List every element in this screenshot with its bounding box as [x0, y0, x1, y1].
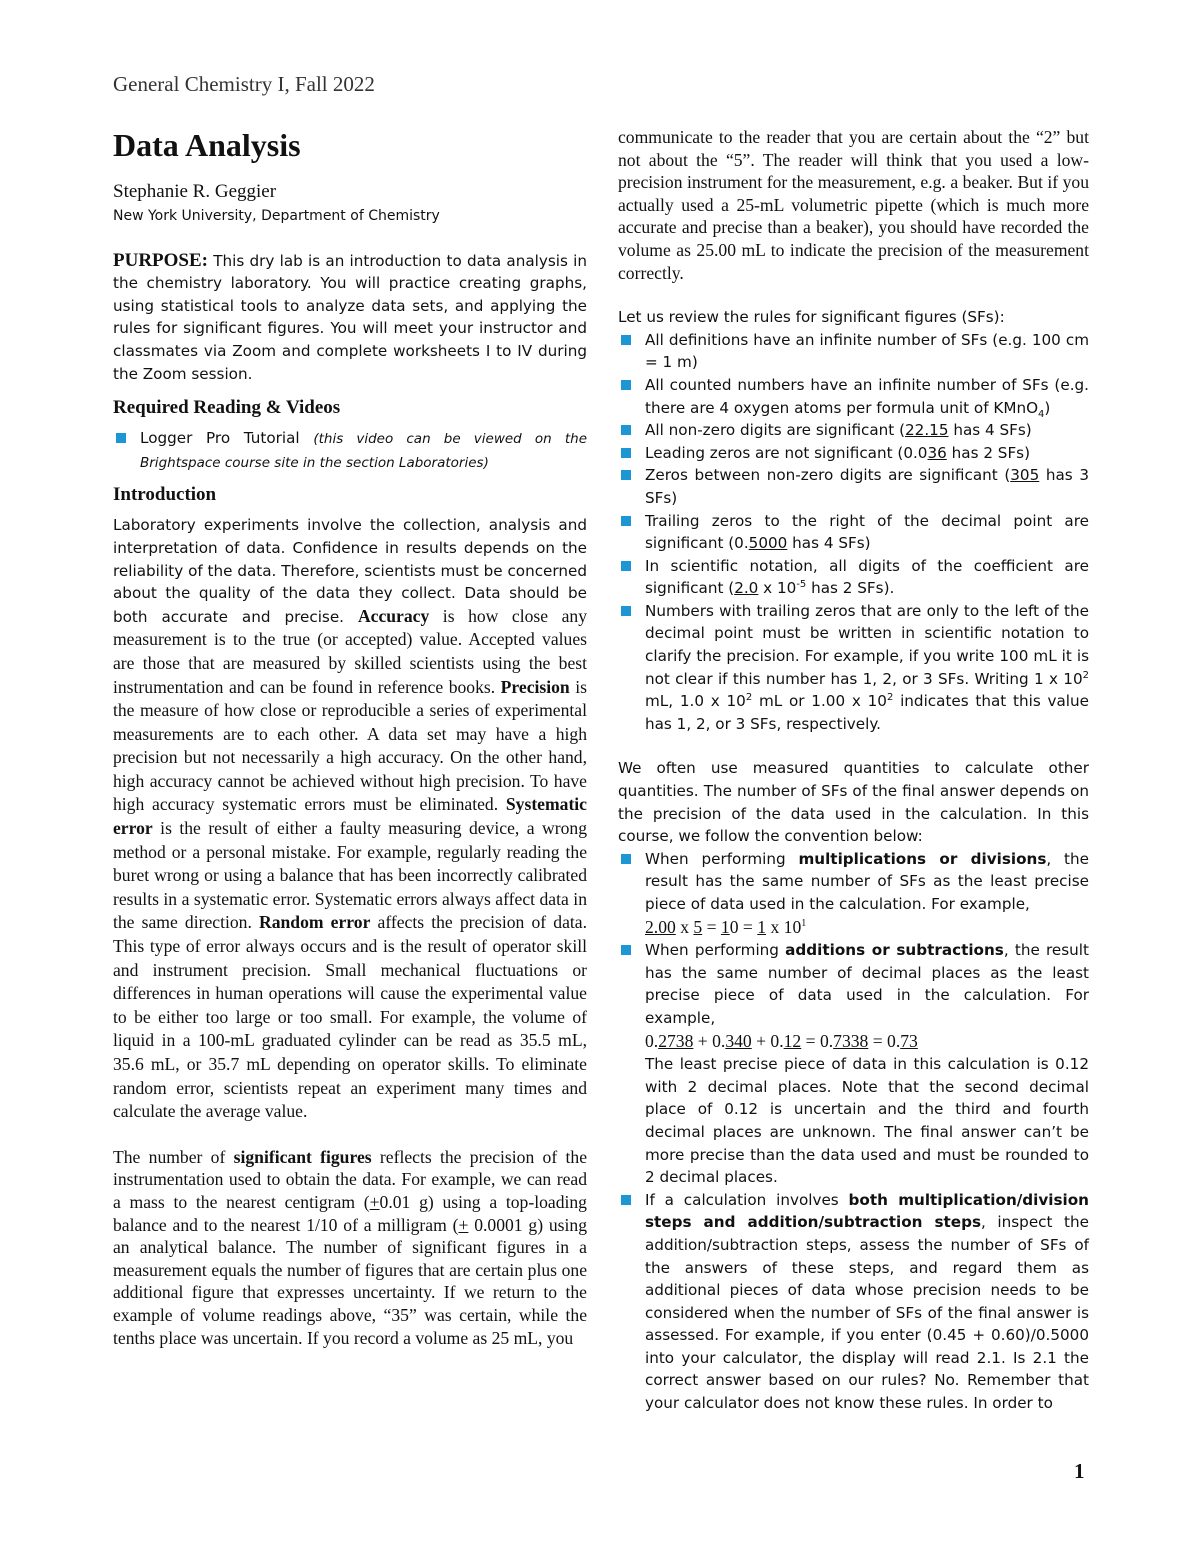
underlined-digits: 36: [927, 443, 947, 462]
calc-rule-item: [618, 848, 1089, 939]
square-bullet-icon: [621, 425, 631, 435]
superscript: 2: [1082, 669, 1089, 681]
superscript: 1: [801, 917, 807, 929]
calc-text: 0.: [645, 1030, 659, 1051]
underlined-digits: 22.15: [905, 421, 949, 440]
intro-text: affects the precision of data. This type of error always occurs and is the result of operator skill and instrument precision. Small mechanical fluctuations or differences in human operations will cause the experimental value to be either too large or too small. For example, the volume of liquid in a 100-mL graduated cylinder can be read as 35.5 mL, 35.6 mL, or 35.7 mL depending on operator skills. To eliminate random error, scientists repeat an experiment many times and calculate the average value.: [113, 912, 587, 1122]
purpose-text: This dry lab is an introduction to data analysis in the chemistry laboratory. You will practice creating graphs, using statistical tools to analyze data sets, and applying the rules for significant figures. You will meet your instructor and classmates via Zoom and complete worksheets I to IV during the Zoom session.: [113, 251, 587, 383]
underlined-digits: 73: [900, 1030, 918, 1051]
introduction-paragraph: [113, 514, 587, 1123]
paragraph-spacer: [618, 284, 1089, 306]
rule-item: [618, 510, 1089, 555]
rule-item: [618, 419, 1089, 442]
underlined-digits: 7338: [833, 1030, 869, 1051]
rule-item: [618, 600, 1089, 736]
calc-text: x: [675, 916, 694, 937]
sigfig-text: 0.01 g) using a top-loading balance and to the nearest 1/10 of a milligram (: [113, 1191, 587, 1235]
rule-text: has 3 SFs): [645, 466, 1089, 507]
rule-text: Numbers with trailing zeros that are only to the left of the decimal point must be written in scientific notation to clarify the precision. For example, if you write 100 mL it is not clear if this number has 1, 2, or 3 SFs. Writing 1 x 10: [645, 601, 1089, 688]
rule-text: has 4 SFs): [948, 421, 1032, 440]
square-bullet-icon: [621, 335, 631, 345]
purpose-label: PURPOSE:: [113, 249, 208, 271]
calculation-intro: We often use measured quantities to calculate other quantities. The number of SFs of the final answer depends on the precision of the data used in the calculation. In this course, we follow the convention below:: [618, 759, 1089, 846]
underlined-digits: 2738: [658, 1030, 694, 1051]
left-column: [113, 123, 587, 1349]
rule-text: All counted numbers have an infinite number of SFs (e.g. there are 4 oxygen atoms per formula unit of KMnO: [645, 375, 1089, 417]
calc-rule-item: [618, 939, 1089, 1189]
calc-text: = 0.: [801, 1030, 834, 1051]
term-significant-figures: significant figures: [233, 1146, 372, 1167]
significant-figures-paragraph: [113, 1146, 587, 1349]
reading-list: [113, 427, 587, 474]
rule-text: has 2 SFs).: [806, 579, 895, 598]
rule-item: [618, 555, 1089, 600]
calc-text: , the result has the same number of decimal places as the least precise piece of data used in the calculation. For example,: [645, 941, 1089, 1027]
underlined-digits: 2.00: [645, 916, 676, 937]
rule-text: All non-zero digits are significant (: [645, 421, 906, 440]
intro-text: is the measure of how close or reproducible a series of experimental measurements are to each other. A data set may have a high precision but not necessarily a high accuracy. On the other hand, high accuracy cannot be achieved without high precision. To have high accuracy systematic errors must be eliminated.: [113, 676, 587, 815]
rule-text: Trailing zeros to the right of the decimal point are significant (0.: [645, 511, 1089, 553]
superscript: 2: [886, 692, 894, 704]
sigfig-text: The number of: [113, 1146, 234, 1167]
rule-text: has 4 SFs): [787, 534, 871, 553]
author-name: Stephanie R. Geggier: [113, 181, 277, 202]
underlined-digits: 5000: [748, 534, 788, 553]
subscript: 4: [1038, 408, 1045, 420]
reading-item-note: (this video can be viewed on the Brightspace course site in the section Laboratories): [140, 431, 588, 471]
term-accuracy: Accuracy: [357, 605, 430, 626]
calc-bold-term: additions or subtractions: [785, 941, 1004, 960]
term-random-error: Random error: [259, 912, 371, 933]
superscript: 2: [745, 692, 753, 704]
square-bullet-icon: [116, 433, 126, 443]
square-bullet-icon: [621, 470, 631, 480]
sigfig-text: reflects the precision of the instrumentation used to obtain the data. For example, we can read a mass to the nearest centigram (: [113, 1146, 587, 1212]
rule-item: [618, 329, 1089, 374]
calc-bold-term: both multiplication/division steps and addition/subtraction steps: [645, 1190, 1089, 1232]
plus-minus-sign: +: [369, 1191, 380, 1212]
purpose-paragraph: [113, 250, 587, 386]
document-title: Data Analysis: [113, 127, 301, 163]
running-header: General Chemistry I, Fall 2022: [113, 72, 375, 96]
calc-bold-term: multiplications or divisions: [798, 849, 1047, 868]
author-affiliation: New York University, Department of Chemistry: [113, 207, 440, 224]
multiplication-example: [645, 917, 806, 937]
rule-text: x 10: [758, 579, 797, 598]
rule-text: ): [1044, 398, 1051, 417]
underlined-digits: 1: [757, 916, 767, 937]
continued-paragraph: communicate to the reader that you are certain about the “2” but not about the “5”. The reader will think that you used a low-precision instrument for the measurement, e.g. a beaker. But if you actually used a 25-mL volumetric pipette (which is much more accurate and precise than a beaker), you should have recorded the volume as 25.00 mL to indicate the precision of the measurement correctly.: [618, 127, 1089, 283]
term-precision: Precision: [500, 676, 570, 697]
underlined-digits: 2.0: [734, 579, 759, 598]
underlined-digits: 340: [725, 1030, 752, 1051]
rule-text: In scientific notation, all digits of the coefficient are significant (: [645, 556, 1089, 598]
superscript: -5: [796, 579, 807, 591]
rule-text: Zeros between non-zero digits are significant (: [645, 466, 1011, 485]
square-bullet-icon: [621, 448, 631, 458]
introduction-heading: Introduction: [113, 484, 217, 506]
rule-text: has 2 SFs): [946, 443, 1031, 462]
underlined-digits: 12: [783, 1030, 802, 1051]
square-bullet-icon: [621, 516, 631, 526]
right-column: [618, 126, 1089, 1415]
calc-text: , inspect the addition/subtraction steps, assess the number of SFs of the answers of these steps, and regard them as additional pieces of data whose precision needs to be considered when the number of SFs of the final answer is assessed. For example, if you enter (0.45 + 0.60)/0.5000 into your calculator, the display will read 2.1. Is 2.1 the correct answer based on our rules? No. Remember that your calculator does not know these rules. In order to: [645, 1213, 1089, 1413]
calc-note: The least precise piece of data in this calculation is 0.12 with 2 decimal places. Note that the second decimal place of 0.12 is uncertain and the third and fourth decimal places are unknown. The final answer can’t be more precise than the data used and must be rounded to 2 decimal places.: [645, 1055, 1089, 1187]
calc-text: x 10: [766, 916, 802, 937]
calc-text: When performing: [645, 849, 799, 868]
square-bullet-icon: [621, 606, 631, 616]
rule-item: [618, 442, 1089, 465]
rule-text: All definitions have an infinite number of SFs (e.g. 100 cm = 1 m): [645, 330, 1089, 372]
calc-text: =: [702, 916, 721, 937]
calc-text: If a calculation involves: [645, 1190, 849, 1209]
intro-text: is the result of either a faulty measuring device, a wrong method or a personal mistake. For example, regularly reading the buret wrong or using a balance that has been incorrectly calibrated results in a systematic error. Systematic errors always affect data in the same direction.: [113, 818, 587, 933]
calculation-rules-list: [618, 848, 1089, 1415]
paragraph-spacer: [113, 1124, 587, 1146]
calc-text: + 0.: [751, 1030, 784, 1051]
square-bullet-icon: [621, 945, 631, 955]
square-bullet-icon: [621, 1195, 631, 1205]
calc-text: = 0.: [868, 1030, 901, 1051]
reading-heading: Required Reading & Videos: [113, 397, 341, 419]
rule-text: mL or 1.00 x 10: [752, 692, 887, 711]
rule-text: indicates that this value has 1, 2, or 3 SFs, respectively.: [645, 692, 1089, 733]
intro-text: is how close any measurement is to the true (or accepted) value. Accepted values are those that are measured by skilled scientists using the best instrumentation and can be found in reference books.: [113, 605, 587, 697]
rules-intro: Let us review the rules for significant figures (SFs):: [618, 308, 1005, 327]
calc-text: , the result has the same number of SFs as the least precise piece of data used in the calculation. For example,: [645, 849, 1089, 913]
rule-text: mL, 1.0 x 10: [645, 692, 746, 711]
page-number: 1: [1074, 1459, 1085, 1483]
plus-minus-sign: +: [458, 1214, 469, 1235]
calc-text: 0 =: [729, 916, 758, 937]
calc-rule-item: [618, 1189, 1089, 1415]
rule-text: Leading zeros are not significant (0.0: [645, 443, 928, 462]
calc-text: When performing: [645, 941, 786, 960]
sig-fig-rules-list: [618, 329, 1089, 736]
addition-example: [645, 1031, 918, 1051]
sigfig-text: 0.0001 g) using an analytical balance. The number of significant figures in a measurement equals the number of figures that are certain plus one additional figure that expresses uncertainty. If we return to the example of volume readings above, “35” was certain, while the tenths place was uncertain. If you record a volume as 25 mL, you: [113, 1214, 588, 1348]
underlined-digits: 305: [1010, 466, 1040, 485]
intro-text: Laboratory experiments involve the collection, analysis and interpretation of data. Confidence in results depends on the reliability of the data. Therefore, scientists must be concerned about the quality of the data they collect. Data should be both accurate and precise.: [113, 516, 587, 626]
reading-item: [113, 427, 587, 474]
paragraph-spacer: [618, 735, 1089, 757]
rule-item: [618, 374, 1089, 419]
square-bullet-icon: [621, 561, 631, 571]
reading-item-label[interactable]: Logger Pro Tutorial: [140, 429, 300, 448]
term-systematic-error: Systematic error: [113, 794, 587, 839]
calc-text: + 0.: [693, 1030, 726, 1051]
underlined-digits: 5: [693, 916, 703, 937]
rule-item: [618, 464, 1089, 509]
underlined-digits: 1: [720, 916, 730, 937]
square-bullet-icon: [621, 854, 631, 864]
square-bullet-icon: [621, 380, 631, 390]
